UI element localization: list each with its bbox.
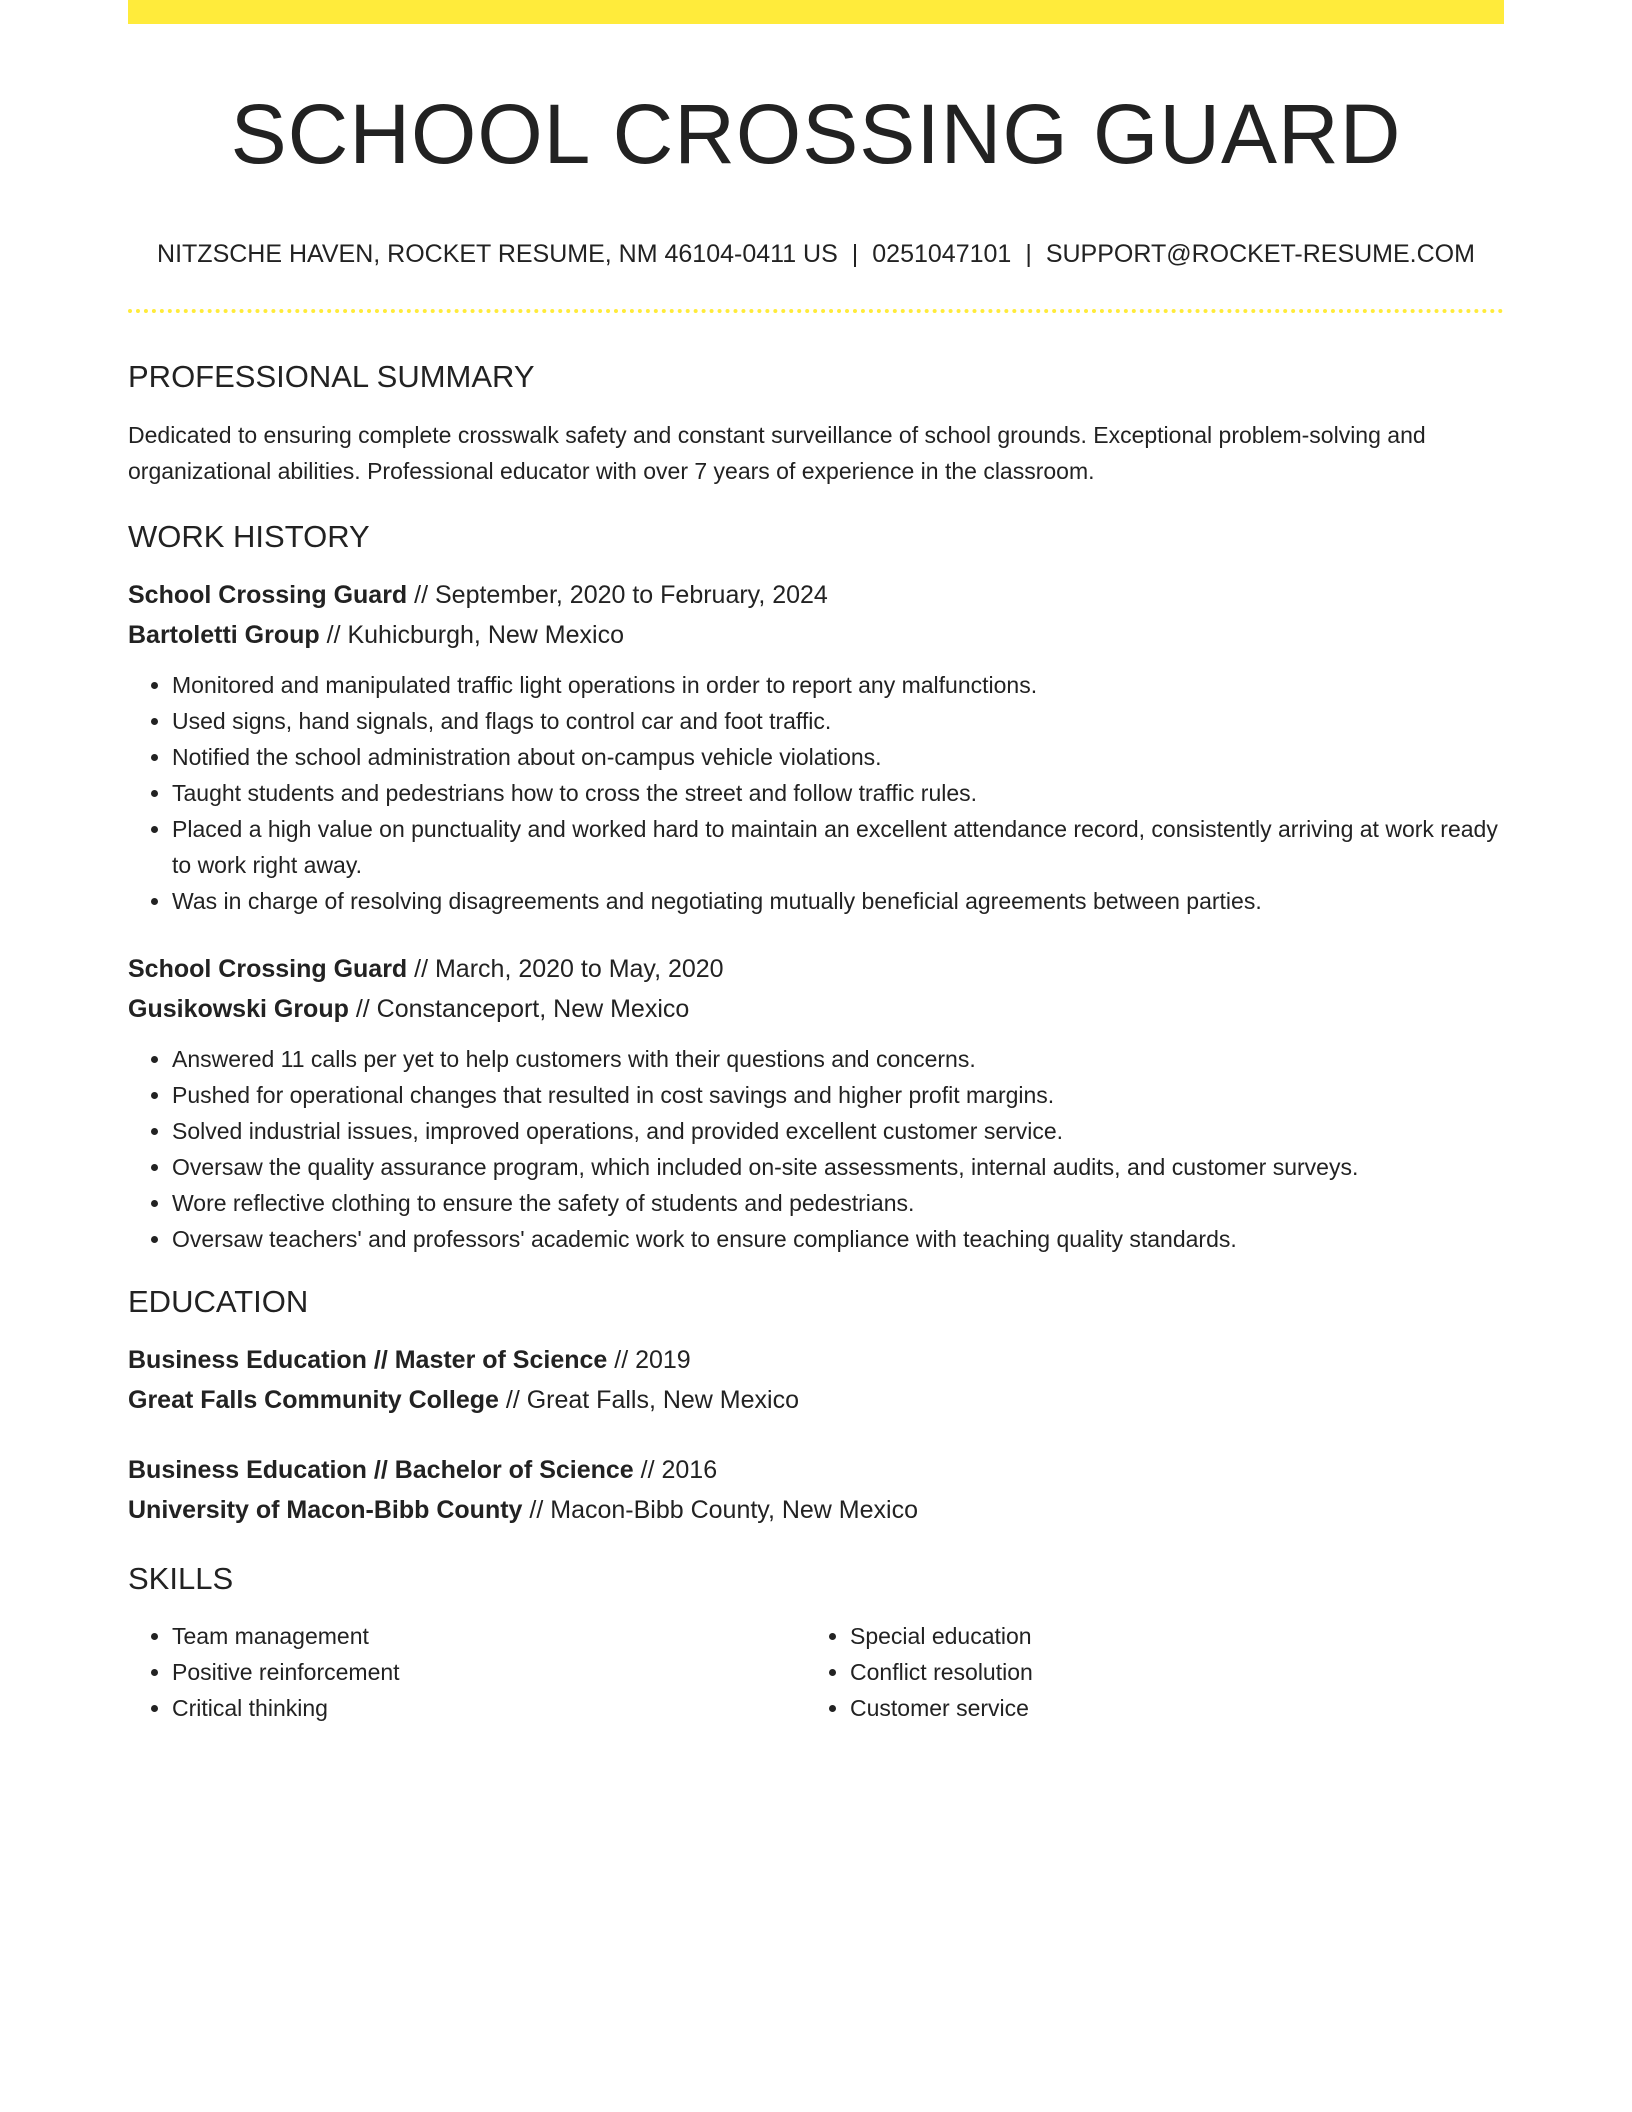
job-entry: [128, 949, 1504, 1257]
education-school-line: [128, 1490, 1504, 1530]
education-degree: Business Education // Bachelor of Science: [128, 1456, 634, 1485]
job-bullet: • Solved industrial issues, improved operations, and provided excellent customer service.: [172, 1113, 1504, 1149]
job-bullet: • Taught students and pedestrians how to cross the street and follow traffic rules.: [172, 775, 1504, 811]
summary-text: Dedicated to ensuring complete crosswalk safety and constant surveillance of school grounds. Exceptional problem-solving and organizational abilities. Professional educator with over 7 years of experience in the classroom.: [128, 422, 1426, 485]
education-entry: [128, 1340, 1504, 1420]
contact-phone: 0251047101: [872, 240, 1012, 269]
job-bullet: • Answered 11 calls per yet to help customers with their questions and concerns.: [172, 1041, 1504, 1077]
education-school-line: [128, 1380, 1504, 1420]
skills-heading: SKILLS: [128, 1561, 234, 1597]
skill-item: • Positive reinforcement: [172, 1654, 806, 1690]
skill-item: • Conflict resolution: [850, 1654, 1484, 1690]
education-degree: Business Education // Master of Science: [128, 1346, 608, 1375]
contact-line: [128, 238, 1504, 271]
education-year: // 2016: [633, 1456, 718, 1485]
education-school: University of Macon-Bibb County: [128, 1496, 523, 1525]
job-bullet: • Wore reflective clothing to ensure the safety of students and pedestrians.: [172, 1185, 1504, 1221]
job-entry: [128, 575, 1504, 919]
contact-address: NITZSCHE HAVEN, ROCKET RESUME, NM 46104-0411 US: [157, 240, 838, 269]
job-bullets: [128, 1041, 1504, 1257]
work-history-heading: WORK HISTORY: [128, 519, 370, 555]
job-bullet: • Used signs, hand signals, and flags to control car and foot traffic.: [172, 703, 1504, 739]
job-title-line: [128, 949, 1504, 989]
top-accent-bar: [128, 0, 1504, 24]
job-bullet: • Oversaw the quality assurance program, which included on-site assessments, internal audits, and customer surveys.: [172, 1149, 1504, 1185]
job-bullet: • Pushed for operational changes that resulted in cost savings and higher profit margins.: [172, 1077, 1504, 1113]
job-dates: // March, 2020 to May, 2020: [407, 955, 724, 984]
job-company-line: [128, 615, 1504, 655]
job-bullet: • Was in charge of resolving disagreements and negotiating mutually beneficial agreements between parties.: [172, 883, 1504, 919]
skill-item: • Team management: [172, 1618, 806, 1654]
education-location: // Great Falls, New Mexico: [498, 1386, 799, 1415]
job-bullet: • Placed a high value on punctuality and worked hard to maintain an excellent attendance record, consistently arriving at work ready to work right away.: [172, 811, 1504, 883]
job-location: // Constanceport, New Mexico: [348, 995, 690, 1024]
contact-email: SUPPORT@ROCKET-RESUME.COM: [1045, 240, 1475, 269]
education-degree-line: [128, 1450, 1504, 1490]
contact-separator: |: [851, 240, 859, 269]
job-company-line: [128, 989, 1504, 1029]
skills-list: [128, 1618, 1504, 1726]
job-bullet: • Monitored and manipulated traffic light operations in order to report any malfunctions.: [172, 667, 1504, 703]
job-dates: // September, 2020 to February, 2024: [407, 581, 828, 610]
job-location: // Kuhicburgh, New Mexico: [319, 621, 624, 650]
job-bullet: • Notified the school administration about on-campus vehicle violations.: [172, 739, 1504, 775]
job-title: School Crossing Guard: [128, 581, 408, 610]
skill-item: • Critical thinking: [172, 1690, 806, 1726]
job-company: Bartoletti Group: [128, 621, 320, 650]
resume-title: SCHOOL CROSSING GUARD: [230, 87, 1402, 181]
job-company: Gusikowski Group: [128, 995, 349, 1024]
education-degree-line: [128, 1340, 1504, 1380]
education-heading: EDUCATION: [128, 1284, 309, 1320]
contact-separator: |: [1025, 240, 1032, 269]
education-entry: [128, 1450, 1504, 1530]
education-year: // 2019: [607, 1346, 691, 1375]
summary-heading: PROFESSIONAL SUMMARY: [128, 358, 535, 394]
job-title: School Crossing Guard: [128, 955, 408, 984]
resume-page: [128, 0, 1504, 1726]
job-bullet: • Oversaw teachers' and professors' academic work to ensure compliance with teaching quality standards.: [172, 1221, 1504, 1257]
skill-item: • Customer service: [850, 1690, 1484, 1726]
education-school: Great Falls Community College: [128, 1386, 499, 1415]
education-location: // Macon-Bibb County, New Mexico: [522, 1496, 918, 1525]
header-divider: [128, 309, 1504, 313]
skills-column-left: [128, 1618, 806, 1726]
skill-item: • Special education: [850, 1618, 1484, 1654]
job-title-line: [128, 575, 1504, 615]
skills-column-right: [806, 1618, 1484, 1726]
job-bullets: [128, 667, 1504, 919]
